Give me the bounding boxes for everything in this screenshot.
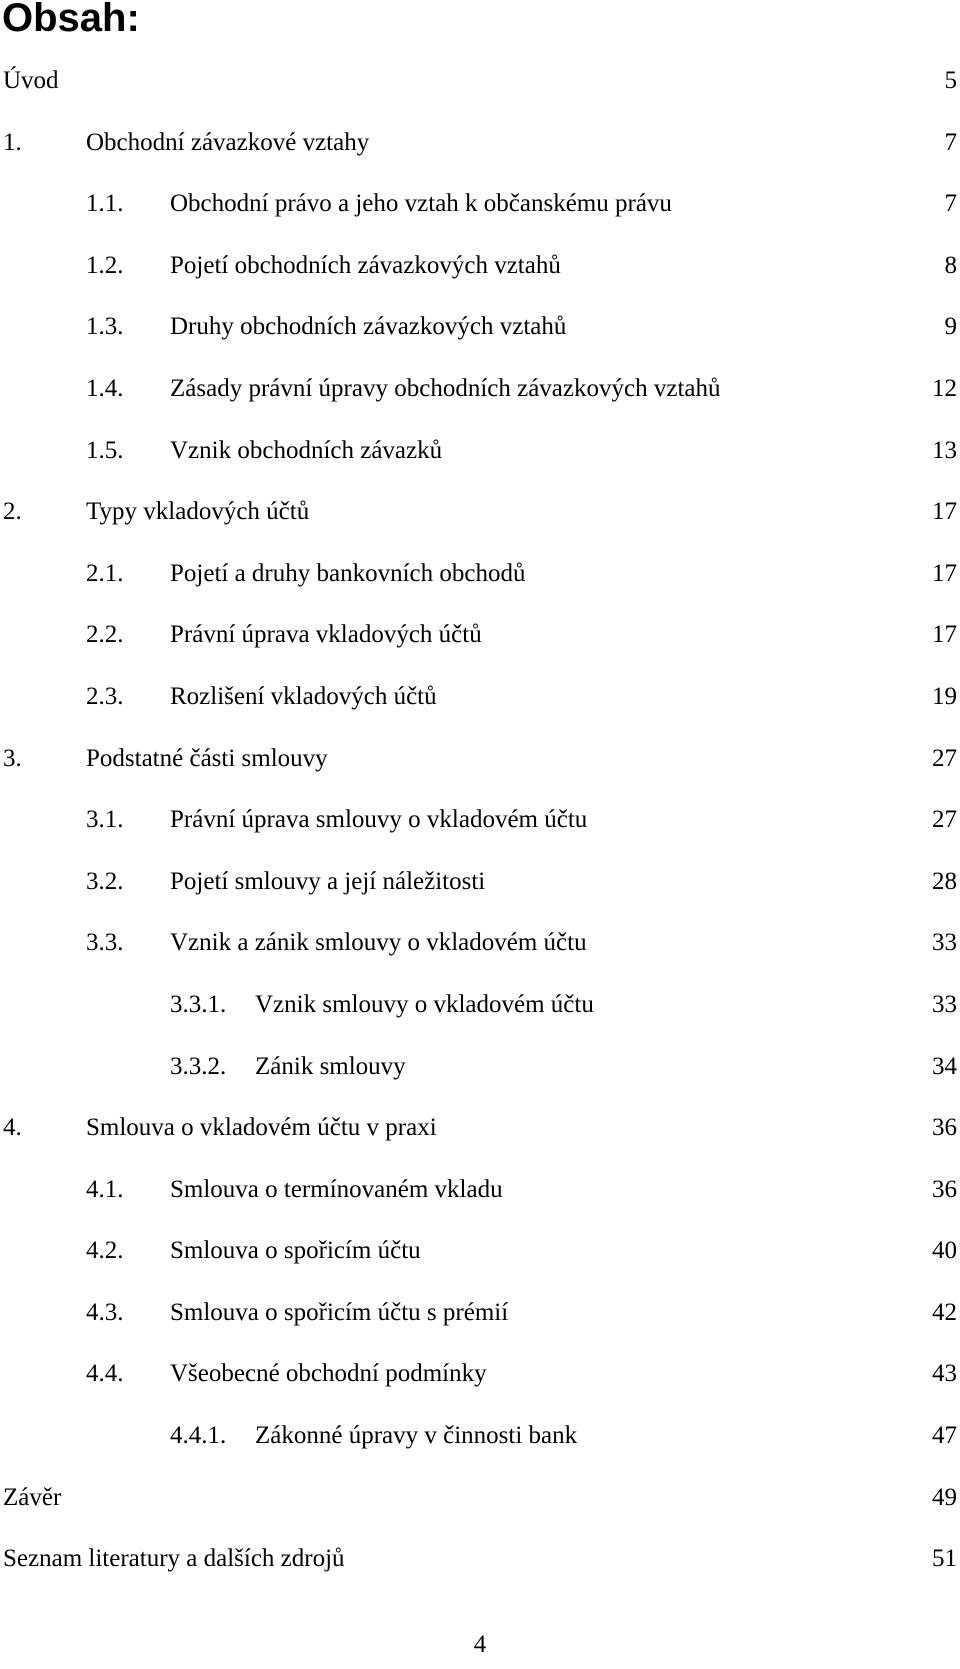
toc-entry-number: 1.3. [86,313,124,341]
toc-entry-number: 4.3. [86,1298,124,1326]
toc-entry-title: Zákonné úpravy v činnosti bank [255,1422,578,1450]
toc-entry-page: 17 [932,621,957,649]
toc-entry[interactable] [0,1483,960,1545]
toc-entry-title: Smlouva o spořicím účtu s prémií [170,1298,509,1326]
toc-entry-number: 1.1. [86,190,124,218]
page-number: 4 [473,1631,487,1658]
toc-entry-number: 4.4. [86,1360,124,1388]
toc-entry-page: 27 [932,806,957,834]
toc-entry[interactable] [0,682,960,744]
toc-entry[interactable] [0,867,960,929]
toc-entry-page: 17 [932,559,957,587]
toc-entry-title: Typy vkladových účtů [86,498,310,526]
toc-entry[interactable] [0,1052,960,1114]
toc-entry-page: 40 [932,1237,957,1265]
toc-entry-title: Vznik a zánik smlouvy o vkladovém účtu [170,929,587,957]
toc-entry-page: 7 [944,128,957,156]
page-title: Obsah: [2,0,140,40]
toc-entry[interactable] [0,559,960,621]
toc-entry-page: 27 [932,744,957,772]
toc-entry-page: 28 [932,867,957,895]
toc-entry-page: 36 [932,1114,957,1142]
toc-entry[interactable] [0,805,960,867]
toc-entry-number: 4.2. [86,1237,124,1265]
toc-entry-title: Závěr [3,1483,62,1511]
toc-entry-page: 33 [932,990,957,1018]
toc-entry-title: Smlouva o termínovaném vkladu [170,1175,503,1203]
toc-entry[interactable] [0,312,960,374]
toc-entry-title: Pojetí smlouvy a její náležitosti [170,867,486,895]
toc-entry-page: 33 [932,929,957,957]
toc-entry[interactable] [0,436,960,498]
toc-entry-title: Smlouva o spořicím účtu [170,1237,421,1265]
toc-entry-title: Vznik smlouvy o vkladovém účtu [255,990,594,1018]
toc-entry-number: 2.3. [86,682,124,710]
toc-entry[interactable] [0,928,960,990]
toc-entry-title: Zánik smlouvy [255,1052,406,1080]
toc-entry-number: 3.1. [86,806,124,834]
toc-entry-title: Pojetí a druhy bankovních obchodů [170,559,526,587]
toc-entry-page: 9 [944,313,957,341]
toc-entry[interactable] [0,128,960,190]
toc-entry-title: Smlouva o vkladovém účtu v praxi [86,1114,437,1142]
toc-entry[interactable] [0,374,960,436]
toc-entry-page: 5 [944,67,957,94]
toc-entry-title: Úvod [3,67,59,94]
toc-entry-title: Rozlišení vkladových účtů [170,682,437,710]
toc-entry-number: 1.4. [86,374,124,402]
toc-entry-page: 51 [932,1545,957,1573]
toc-entry-page: 19 [932,682,957,710]
toc-entry-page: 49 [932,1483,957,1511]
toc-entry-page: 47 [932,1422,957,1450]
toc-entry[interactable] [0,189,960,251]
toc-entry-number: 1.2. [86,251,124,279]
toc-entry-page: 43 [932,1360,957,1388]
toc-entry-title: Obchodní právo a jeho vztah k občanskému právu [170,190,672,218]
toc-entry-title: Obchodní závazkové vztahy [86,128,370,156]
toc-entry-page: 36 [932,1175,957,1203]
toc-entry[interactable] [0,251,960,313]
toc-entry[interactable] [0,1236,960,1298]
toc-entry-page: 12 [932,374,957,402]
toc-entry-number: 4.1. [86,1175,124,1203]
toc-entry[interactable] [0,1113,960,1175]
toc-entry-title: Vznik obchodních závazků [170,436,443,464]
toc-entry-number: 3.3.2. [170,1052,227,1080]
toc-entry-page: 8 [944,251,957,279]
toc-entry-number: 3.3. [86,929,124,957]
toc-entry-title: Všeobecné obchodní podmínky [170,1360,487,1388]
toc-entry[interactable] [0,1175,960,1237]
toc-entry-page: 13 [932,436,957,464]
toc-entry-title: Druhy obchodních závazkových vztahů [170,313,567,341]
toc-entry-number: 3.2. [86,867,124,895]
toc-entry-title: Seznam literatury a dalších zdrojů [3,1545,345,1573]
toc-entry-title: Právní úprava smlouvy o vkladovém účtu [170,806,588,834]
toc-entry-page: 34 [932,1052,957,1080]
toc-entry-page: 17 [932,498,957,526]
toc-entry-title: Právní úprava vkladových účtů [170,621,482,649]
toc-entry[interactable] [0,1298,960,1360]
toc-entry-page: 42 [932,1298,957,1326]
toc-entry-number: 3. [3,744,22,772]
toc-entry[interactable] [0,497,960,559]
toc-entry-number: 2.1. [86,559,124,587]
toc-entry[interactable] [0,990,960,1052]
toc-entry[interactable] [0,1359,960,1421]
toc-entry[interactable] [0,620,960,682]
toc-entry-title: Zásady právní úpravy obchodních závazkových vztahů [170,374,721,402]
toc-entry[interactable] [0,1421,960,1483]
toc-entry-title: Podstatné části smlouvy [86,744,328,772]
toc-entry-page: 7 [944,190,957,218]
table-of-contents [0,66,960,1606]
toc-entry-number: 4.4.1. [170,1422,227,1450]
toc-entry-number: 1.5. [86,436,124,464]
toc-entry-number: 2. [3,498,22,526]
toc-entry-number: 2.2. [86,621,124,649]
toc-entry[interactable] [0,1544,960,1606]
toc-entry-number: 1. [3,128,22,156]
toc-entry-number: 3.3.1. [170,990,227,1018]
toc-entry-number: 4. [3,1114,22,1142]
toc-entry[interactable] [0,66,960,128]
toc-entry-title: Pojetí obchodních závazkových vztahů [170,251,561,279]
toc-entry[interactable] [0,744,960,806]
